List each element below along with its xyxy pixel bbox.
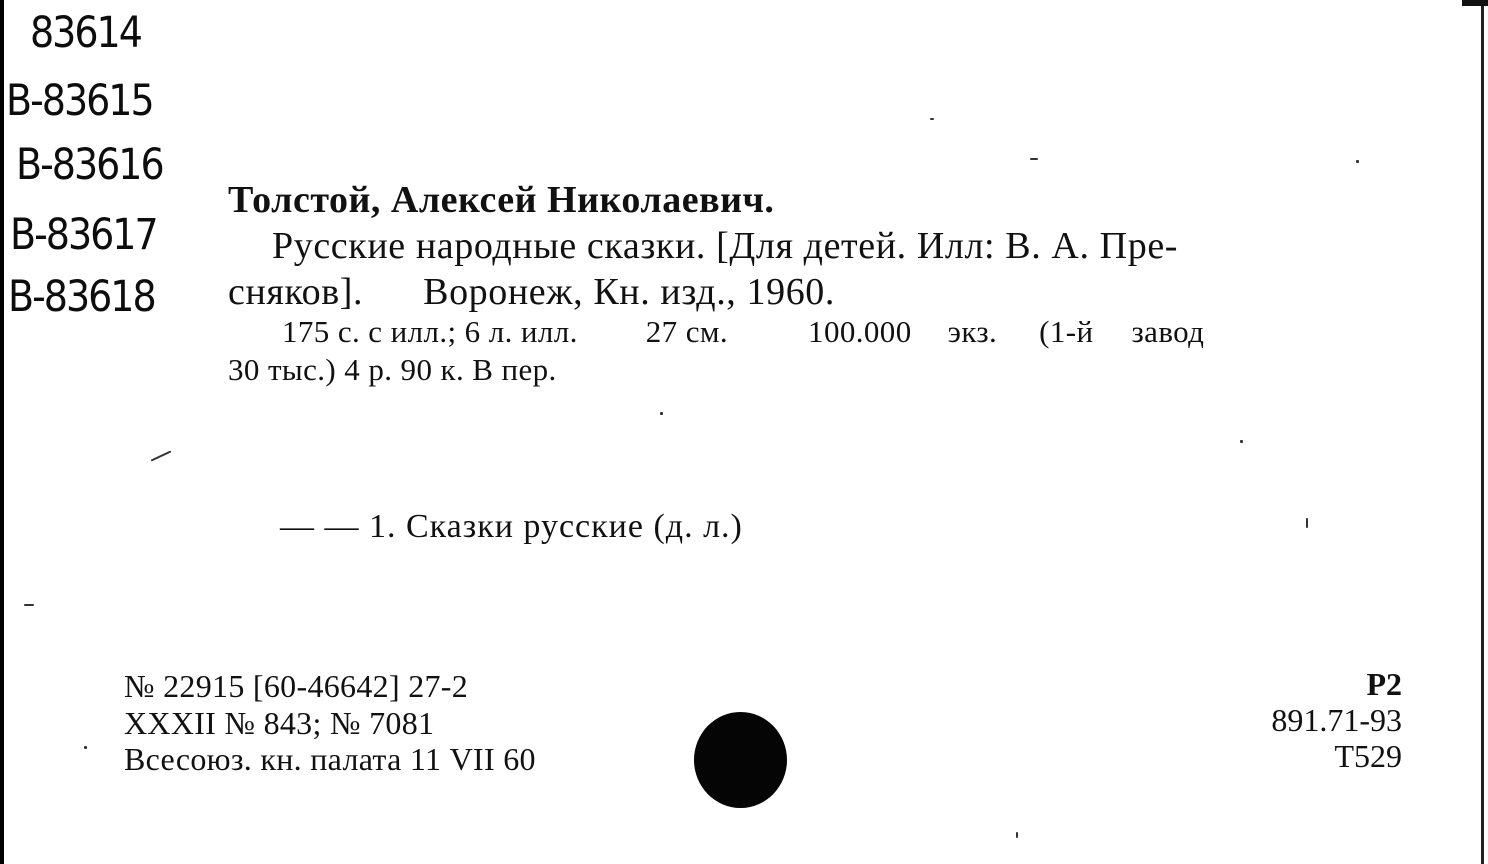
scan-speck — [1356, 160, 1359, 163]
scan-speck — [1306, 518, 1308, 528]
handwritten-number: 83614 — [30, 8, 141, 58]
classification-code: Р2 — [1366, 666, 1402, 702]
title-line-1: Русские народные сказки. [Для детей. Илл: В. А. Пре- — [272, 225, 1179, 267]
handwritten-number: B-83616 — [16, 140, 163, 190]
collation-line-2: 30 тыс.) 4 р. 90 к. В пер. — [228, 352, 557, 387]
punch-hole — [694, 712, 787, 808]
copies-label: экз. — [947, 314, 998, 349]
author-heading: Толстой, Алексей Николаевич. — [228, 179, 775, 221]
plant: завод — [1131, 314, 1205, 349]
collation-line-1 — [282, 314, 1204, 350]
scan-speck — [24, 604, 34, 606]
size: 27 см. — [645, 314, 729, 349]
handwritten-number: B-83615 — [6, 76, 153, 126]
scan-speck — [1016, 832, 1018, 838]
scan-speck — [1030, 158, 1038, 160]
scan-speck — [151, 450, 172, 461]
scan-speck — [660, 412, 663, 415]
scan-speck — [1240, 440, 1243, 443]
card-number-line-1: № 22915 [60-46642] 27-2 — [124, 668, 469, 704]
scan-speck — [930, 118, 934, 120]
handwritten-number: B-83617 — [10, 210, 157, 260]
title-line-2 — [228, 270, 835, 314]
first-batch: (1-й — [1039, 314, 1094, 349]
author-mark: Т529 — [1334, 738, 1402, 774]
udc-code: 891.71-93 — [1271, 702, 1402, 738]
subject-heading: — — 1. Сказки русские (д. л.) — [280, 508, 743, 545]
card-right-edge — [1481, 0, 1484, 864]
card-left-edge — [0, 0, 4, 864]
handwritten-number: B-83618 — [8, 272, 155, 322]
scan-speck — [84, 746, 87, 749]
card-number-line-2: XXXII № 843; № 7081 — [124, 705, 435, 741]
chamber-stamp-line: Всесоюз. кн. палата 11 VII 60 — [124, 741, 536, 777]
card-corner-mark — [1462, 0, 1488, 6]
pagination: 175 с. с илл.; 6 л. илл. — [282, 314, 578, 349]
imprint: Воронеж, Кн. изд., 1960. — [423, 271, 836, 313]
illustrator-tail: сняков]. — [228, 271, 364, 313]
print-run: 100.000 — [808, 314, 912, 349]
